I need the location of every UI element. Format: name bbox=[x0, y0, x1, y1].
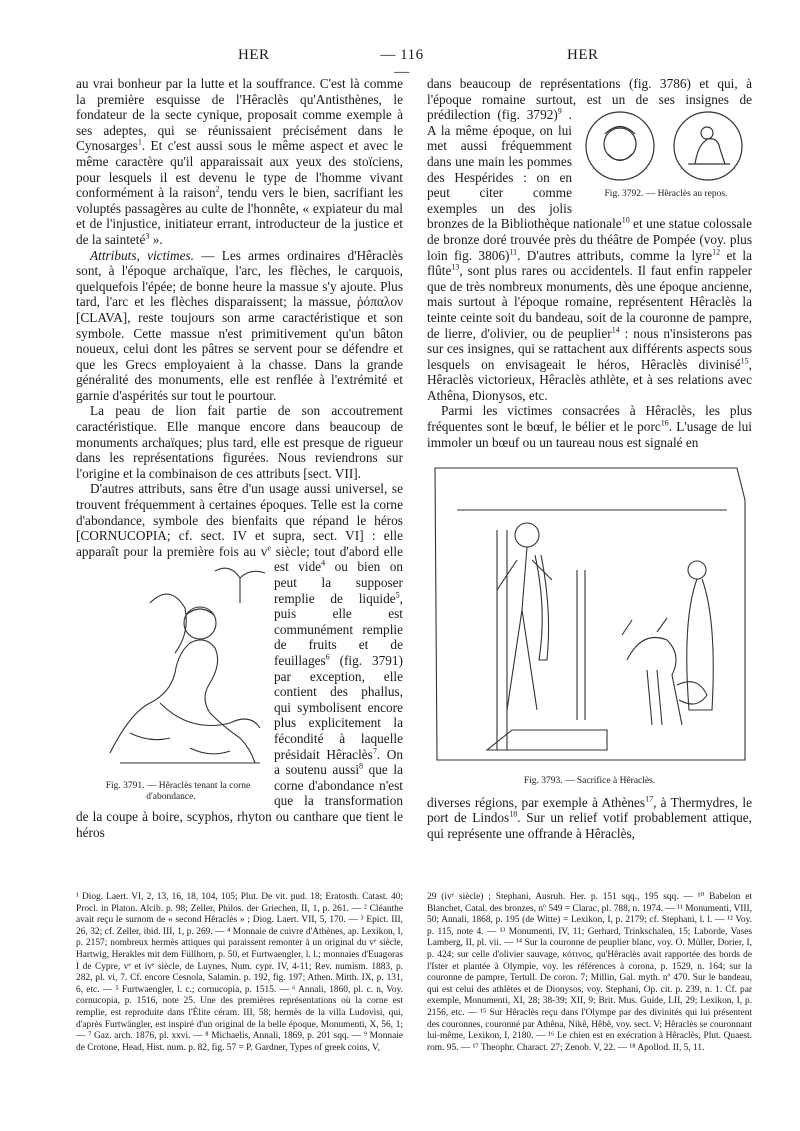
running-head-left: HER bbox=[238, 47, 270, 63]
paragraph: au vrai bonheur par la lutte et la souffrance. C'est là comme la première esquisse de l'Hêraclès qu'Antisthènes, le fondateur de la secte cynique, proposait comme exemple à ses adeptes, qui se réunissaient précisément dans le Cynosarges$^1$. Et c'est aussi sous le même aspect et avec le même caractère qu'il apparaissait aux yeux des stoïciens, pour lesquels il est devenu le type de l'homme vivant conformément à la raison$^2$, tendu vers le bien, sacrifiant les voluptés passagères au culte de l'honnête, « expiateur du mal et de l'injustice, initiateur errant, introducteur de la justice et de la sainteté$^3$ ». bbox=[76, 76, 403, 247]
paragraph: dans beaucoup de représentations (fig. 3786) et qui, à l'époque romaine surtout, est un de ses insignes de prédilection (fig. 3792)$^9$ Fig. 3792. — Hêraclès au repos. . A la même époque, on lui met aussi fréquemment dans une main les pommes des Hespérides : on en peut citer comme exemples un des jolis bronzes de la Bibliothèque nationale$^{10}$ et une statue colossale de bronze doré trouvée près du théâtre de Pompée (voy. plus loin fig. 3806)$^{11}$. D'autres attributs, comme la lyre$^{12}$ et la flûte$^{13}$, sont plus rares ou accidentels. Il faut enfin rappeler que de très nombreux monuments, dès une époque ancienne, mais surtout à l'époque romaine, représentent Hêraclès la teinte ceinte soit du bandeau, soit de la couronne de pampre, de lierre, d'olivier, ou de peuplier$^{14}$ : nous n'insisterons pas sur ces insignes, qui se rattachent aux différents aspects sous lesquels on envisageait le héros, Hêraclès divinisé$^{15}$, Hêraclès victorieux, Hêraclès athlète, et à ses relations avec Athêna, Dionysos, etc. bbox=[427, 76, 752, 403]
figure-caption: Fig. 3792. — Hêraclès au repos. bbox=[604, 188, 728, 199]
coin-illustrations bbox=[580, 109, 752, 183]
footnotes-right: 29 (ivᵉ siècle) ; Stephani, Ausruh. Her. p. 151 sqq., 195 sqq. — ¹⁰ Babelon et Blanchet, Catal. des bronzes, nº 549 = Clarac, pl. 788, n. 1974. — ¹¹ Monumenti, VIII, 50; Annali, 1868, p. 195 (de Witte) = Lexikon, I, p. 2179; cf. Stephani, l. l. — ¹² Voy. p. 115, note 4. — ¹³ Monumenti, IV, 11; Gerhard, Trinkschalen, 15; Laborde, Vases Lamberg, II, pl. vii. — ¹⁴ Sur la couronne de peuplier blanc, voy. O. Müller, Dorier, I, p. 424; sur celle d'olivier sauvage, κότινος, qu'Hêraclès avait rapportée des bords de l'Ister et plantée à Olympie, voy. les références à corona, p. 1529, n. 164; sur la couronne de pampre, Tertull. De coron. 7; Millin, Gal. myth. nº 470. Sur le bandeau, qui est celui des athlètes et de Dionysos, voy. Stephani, Op. cit. p. 239, n. 1. Cf. par exemple, Monumenti, XI, 28; 38-39; XII, 9; Brit. Mus. Guide, LII, 29; Lexikon, I, p. 2156, etc. — ¹⁵ Sur Hêraclès reçu dans l'Olympe par des divinités qui lui présentent des couronnes, couronné par Athêna, Nikê, Hêbê, voy. sect. V; Hêraclès se couronnant lui-même, Lexikon, I, 2180. — ¹⁶ Le chien est en exécration à Hêraclès, Plut. Quaest. rom. 95. — ¹⁷ Theophr. Charact. 27; Zenob. V, 22. — ¹⁸ Apollod. II, 5, 11. bbox=[427, 892, 752, 1053]
figure-3793 bbox=[427, 460, 752, 787]
figure-caption: Fig. 3793. — Sacrifice à Hêraclès. bbox=[523, 775, 656, 786]
paragraph-attributs: Attributs, victimes. — Les armes ordinaires d'Hêraclès sont, à l'époque archaïque, l'arc, les flèches, le carquois, quelquefois l'épée; de bonne heure la massue s'y ajoute. Plus tard, l'arc et les flèches disparaissent; la massue, ῥόπαλον [CLAVA], reste toujours son arme caractéristique et son symbole. Cette massue n'est primitivement qu'un bâton noueux, celui dont les pâtres se servent pour se défendre et que les Grecs employaient à la chasse. Dans la grande généralité des monuments, elle est renflée à l'extrémité et garnie d'aspérités sur tout le pourtour. bbox=[76, 247, 403, 403]
page-number: — 116 — bbox=[380, 47, 424, 80]
paragraph: Parmi les victimes consacrées à Hêraclès, les plus fréquentes sont le bœuf, le bélier et le porc$^{16}$. L'usage de lui immoler un bœuf ou un taureau nous est signalé en bbox=[427, 403, 752, 450]
paragraph: La peau de lion fait partie de son accoutrement caractéristique. Elle manque encore dans beaucoup de monuments archaïques; plus tard, elle est presque de rigueur dans les représentations figurées. Nous reviendrons sur l'origine et la combinaison de ces attributs [sect. VII]. bbox=[76, 403, 403, 481]
figure-3791 bbox=[76, 563, 266, 803]
figure-3792 bbox=[580, 109, 752, 200]
paragraph: D'autres attributs, sans être d'un usage aussi universel, se trouvent fréquemment à certaines époques. Telle est la corne d'abondance, symbole des bienfaits que répand le héros [CORNUCOPIA; cf. sect. IV et supra, sect. VI] : elle apparaît pour la première fois au $v^e$ siècle; tout d'abord elle est vide$^4$ Fig. 3791. — Hêraclès tenant la corne d'abondance. ou bien on peut la supposer remplie de liquide$^5$, puis elle est communément remplie de fruits et de feuillages$^6$ (fig. 3791) par exception, elle contient des phallus, qui symbolisent encore plus explicitement la fécondité à laquelle présidait Hêraclès$^7$. On a soutenu aussi$^8$ que la corne d'abondance n'est que la transformation de la coupe à boire, scyphos, rhyton ou canthare que tient le héros bbox=[76, 481, 403, 840]
heracles-cornucopia-illustration bbox=[90, 563, 280, 775]
section-title: Attributs, victimes. bbox=[90, 247, 194, 263]
running-head-right: HER bbox=[567, 47, 599, 63]
sacrifice-relief-illustration bbox=[427, 460, 752, 770]
paragraph: diverses régions, par exemple à Athènes$^{17}$, à Thermydres, le port de Lindos$^{18}$. Sur un relief votif probablement attique, qui représente une offrande à Hêraclès, bbox=[427, 794, 752, 842]
left-column bbox=[76, 76, 403, 840]
right-column bbox=[427, 76, 752, 842]
footnotes-left: ¹ Diog. Laert. VI, 2, 13, 16, 18, 104, 105; Plut. De vit. pud. 18; Eratosth. Catast. 40; Procl. in Platon. Alcib. p. 98; Zeller, Philos. der Griechen, II, 1, p. 261. — ² Cléanthe avait reçu le surnom de « second Hêraclès » ; Diog. Laert. VII, 5, 170. — ³ Epict. III, 26, 32; cf. Zeller, ibid. III, 1, p. 269. — ⁴ Monnaie de cuivre d'Athènes, ap. Lexikon, I, p. 2157; nombreux hermès attiques qui paraissent remonter à un original du vᵉ siècle, Hartwig, Herakles mit dem Füllhorn, p. 50, et Furtwaengler, l. l.; monnaies d'Euagoras I de Cypre, vᵉ et ivᵉ siècle, de Luynes, Num. cypr. IV, 4-11; Rev. numism. 1883, p. 282, pl. vi, 7. Cf. encore Cesnola, Salamin. p. 192, fig. 197; Athen. Mitth. IX, p. 131, 6, etc. — ⁵ Furtwaengler, l. c.; cornucopia, p. 1515. — ⁶ Annali, 1860, pl. c. n, Voy. cornucopia, p. 1516, note 25. Une des premières représentations où la corne est remplie, est reproduite dans l'Élite céram. III, 58; hermès de la villa Ludovisi, qui, d'après Furtwängler, est inspiré d'un original de la belle époque, Monumenti, X, 56, 1; — ⁷ Gaz. arch. 1876, pl. xxvi. — ⁸ Michaelis, Annali, 1869, p. 201 sqq. — ⁹ Monnaie de Crotone, Head, Hist. num. p. 82, fig. 57 = P. Gardner, Types of greek coins, V, bbox=[76, 892, 403, 1053]
figure-caption: Fig. 3791. — Hêraclès tenant la corne d'abondance. bbox=[105, 781, 251, 802]
